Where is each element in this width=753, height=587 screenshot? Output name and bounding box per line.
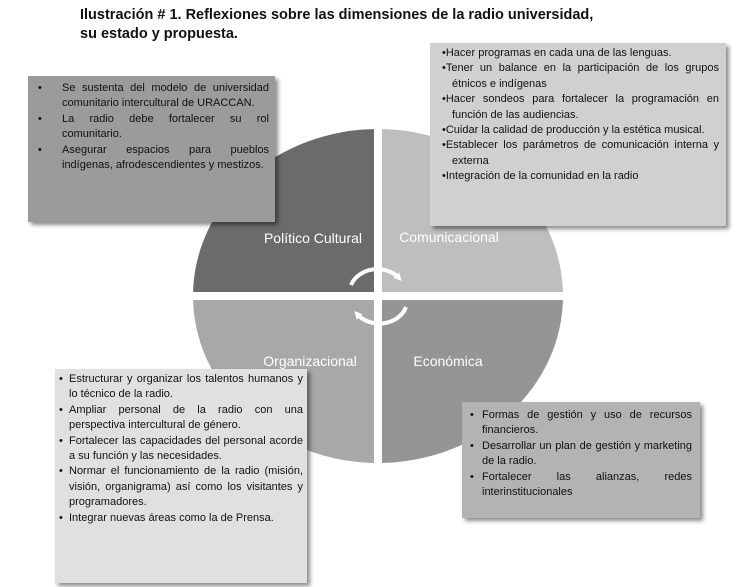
list-item: • Estructurar y organizar los talentos humanos y lo técnico de la radio. (59, 372, 303, 403)
economica-notes-box (462, 402, 700, 518)
list-item: • Fortalecer las capacidades del personal acorde a su función y las necesidades. (59, 434, 303, 465)
list-item: • Formas de gestión y uso de recursos financieros. (468, 408, 692, 439)
list-item: • Normar el funcionamiento de la radio (misión, visión, organigrama) así como los visitantes y programadores. (59, 464, 303, 510)
organizacional-list (59, 372, 303, 526)
list-item: • Hacer programas en cada una de las lenguas. (435, 46, 719, 61)
list-item: • Desarrollar un plan de gestión y marketing de la radio. (468, 439, 692, 470)
comunicacional-notes-box (430, 43, 726, 226)
title-line-2: su estado y propuesta. (80, 26, 238, 42)
politico-cultural-list (34, 81, 269, 173)
list-item: • Ampliar personal de la radio con una perspectiva intercultural de género. (59, 403, 303, 434)
label-organizacional: Organizacional (263, 353, 357, 369)
list-item: • Integración de la comunidad en la radio (435, 169, 719, 184)
organizacional-notes-box (55, 369, 307, 583)
list-item: • Hacer sondeos para fortalecer la programación en función de las audiencias. (435, 92, 719, 123)
label-politico-cultural: Político Cultural (263, 230, 363, 246)
list-item: • Cuidar la calidad de producción y la estética musical. (435, 123, 719, 138)
list-item: • Tener un balance en la participación de los grupos étnicos e indígenas (435, 61, 719, 92)
label-comunicacional: Comunicacional (399, 229, 499, 245)
list-item: • Se sustenta del modelo de universidad comunitario intercultural de URACCAN. (34, 81, 269, 112)
list-item: • La radio debe fortalecer su rol comunitario. (34, 112, 269, 143)
comunicacional-list (435, 46, 719, 185)
economica-list (468, 408, 692, 500)
label-economica: Económica (413, 353, 483, 369)
list-item: • Fortalecer las alianzas, redes interinstitucionales (468, 470, 692, 501)
list-item: • Asegurar espacios para pueblos indígenas, afrodescendientes y mestizos. (34, 143, 269, 174)
list-item: • Establecer los parámetros de comunicación interna y externa (435, 138, 719, 169)
title-line-1: Ilustración # 1. Reflexiones sobre las dimensiones de la radio universidad, (80, 7, 594, 23)
politico-cultural-notes-box (28, 76, 275, 222)
list-item: • Integrar nuevas áreas como la de Prensa. (59, 511, 303, 526)
